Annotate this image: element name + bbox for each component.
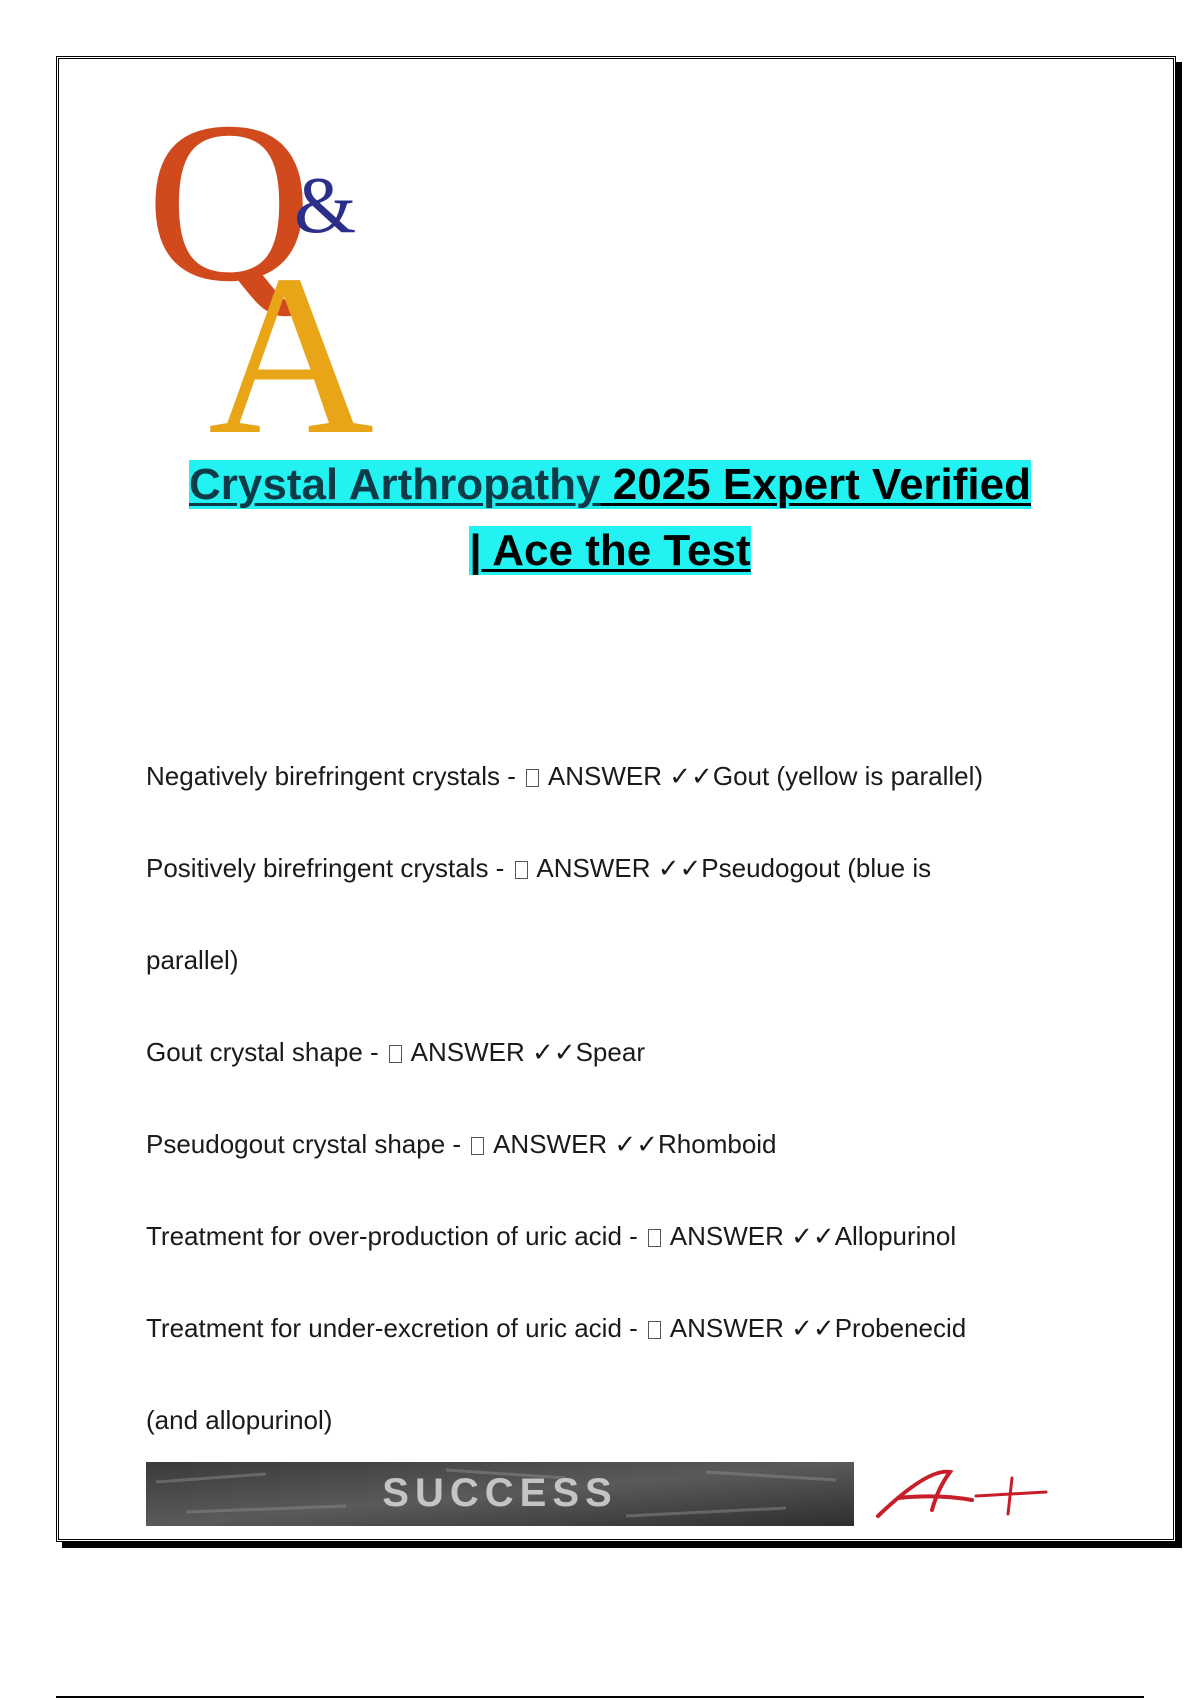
answer-text: Probenecid	[834, 1313, 967, 1343]
answer-label: ANSWER ✓✓	[664, 1313, 835, 1343]
qa-item	[146, 1124, 1076, 1164]
logo-a-letter: A	[208, 227, 375, 446]
answer-label: ANSWER ✓✓	[664, 1221, 835, 1251]
question-text: Treatment for under-excretion of uric acid -	[146, 1313, 646, 1343]
missing-glyph-icon	[515, 861, 528, 879]
missing-glyph-icon	[471, 1137, 484, 1155]
answer-label: ANSWER ✓✓	[404, 1037, 576, 1067]
answer-text: Gout (yellow is parallel)	[712, 761, 984, 791]
qa-item	[146, 848, 1076, 888]
answer-label: ANSWER ✓✓	[487, 1129, 658, 1159]
title-topic: Crystal Arthropathy	[188, 460, 601, 509]
answer-text: Rhomboid	[658, 1129, 777, 1159]
missing-glyph-icon	[526, 769, 539, 787]
document-title	[130, 452, 1090, 584]
qa-item	[146, 1032, 1076, 1072]
title-verified: 2025 Expert Verified	[612, 460, 1032, 509]
answer-text-continued: parallel)	[146, 945, 239, 975]
answer-text: Allopurinol	[834, 1221, 957, 1251]
question-text: Negatively birefringent crystals -	[146, 761, 524, 791]
question-text: Pseudogout crystal shape -	[146, 1129, 469, 1159]
missing-glyph-icon	[648, 1229, 661, 1247]
banner-text: SUCCESS	[382, 1471, 618, 1515]
question-text: Positively birefringent crystals -	[146, 853, 512, 883]
question-text: Gout crystal shape -	[146, 1037, 386, 1067]
answer-text: Spear	[575, 1037, 645, 1067]
qa-logo	[146, 74, 406, 446]
answer-label: ANSWER ✓✓	[530, 853, 702, 883]
answer-text-continued: (and allopurinol)	[146, 1405, 333, 1435]
qa-list	[146, 756, 1076, 1492]
logo-ampersand: &	[294, 162, 357, 250]
title-subtitle: | Ace the Test	[469, 526, 751, 575]
answer-text: Pseudogout (blue is	[701, 853, 932, 883]
qa-item	[146, 1308, 1076, 1348]
footer-rule	[56, 1696, 1144, 1698]
qa-item	[146, 756, 1076, 796]
qa-item-continuation	[146, 1384, 1076, 1456]
missing-glyph-icon	[389, 1045, 402, 1063]
a-plus-grade-mark	[868, 1458, 1058, 1530]
missing-glyph-icon	[648, 1321, 661, 1339]
success-chalkboard-banner	[146, 1462, 854, 1526]
qa-item-continuation	[146, 924, 1076, 996]
question-text: Treatment for over-production of uric acid -	[146, 1221, 646, 1251]
answer-label: ANSWER ✓✓	[542, 761, 713, 791]
qa-item	[146, 1216, 1076, 1256]
grade-mark-text: A+	[868, 1458, 870, 1459]
logo-q-letter: Q	[146, 74, 313, 329]
